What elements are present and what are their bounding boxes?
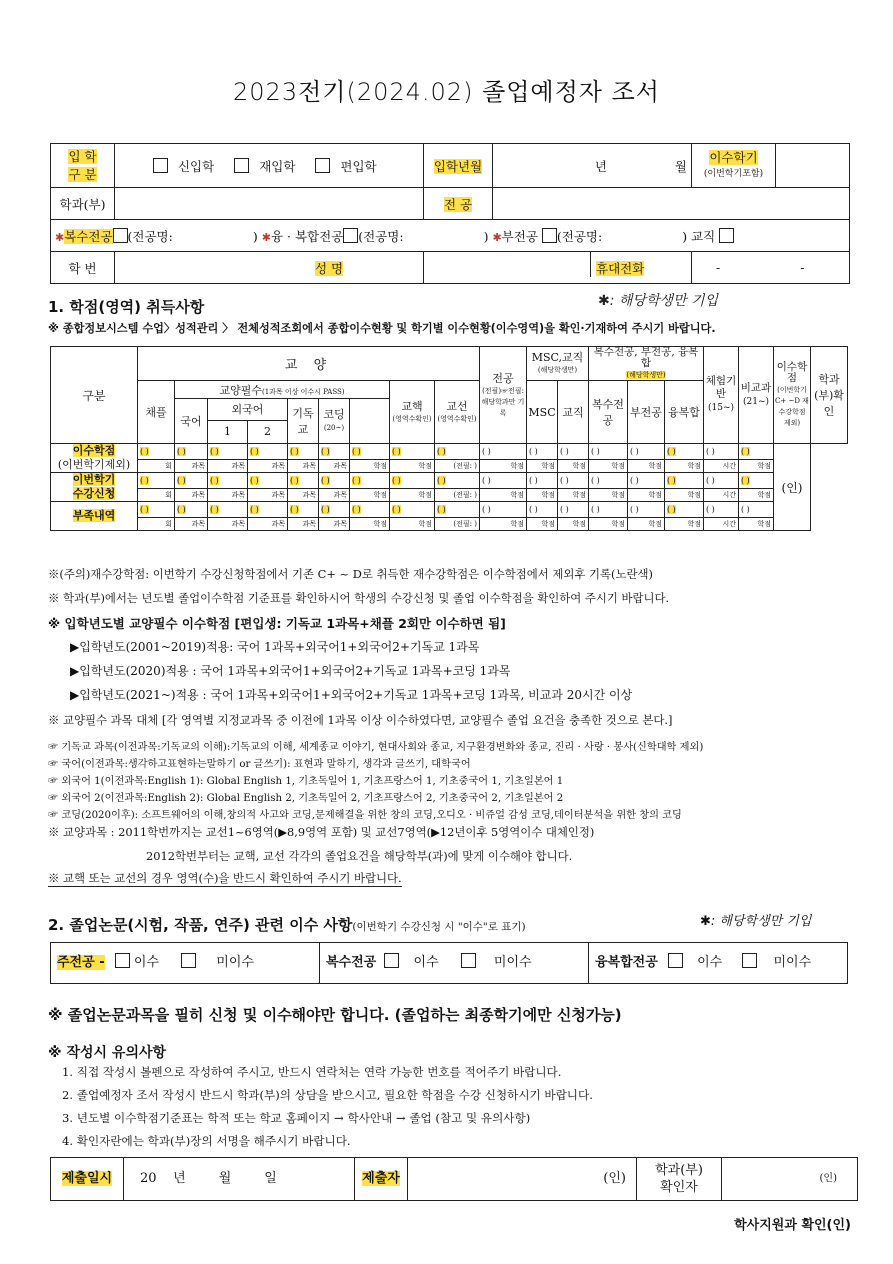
credit-unit-cell: 과목	[208, 460, 248, 473]
credit-unit-row	[51, 460, 848, 473]
credit-input-cell[interactable]: ( )	[480, 502, 527, 518]
credit-unit-cell: 회	[138, 489, 175, 502]
credit-unit-cell: 학점	[739, 489, 774, 502]
credit-row	[51, 502, 848, 518]
transfer-checkbox[interactable]	[315, 158, 330, 173]
credit-input-cell[interactable]: ( )	[628, 473, 665, 489]
credit-row	[51, 473, 848, 489]
main-done-checkbox[interactable]	[115, 953, 130, 968]
credit-input-cell[interactable]: ( )	[704, 473, 739, 489]
fusion-done-checkbox[interactable]	[668, 953, 683, 968]
credit-input-cell[interactable]: ( )	[704, 502, 739, 518]
credit-unit-cell: 과목	[319, 460, 350, 473]
credit-unit-cell: 학점	[558, 460, 589, 473]
credit-table	[50, 346, 848, 531]
caution-item: 4. 확인자란에는 학과(부)장의 서명을 해주시기 바랍니다.	[62, 1134, 351, 1148]
double-done-checkbox[interactable]	[384, 953, 399, 968]
credit-unit-cell: 학점	[589, 489, 628, 502]
caution-item: 2. 졸업예정자 조서 작성시 반드시 학과(부)의 상담을 받으시고, 필요한 학점을 수강 신청하시기 바랍니다.	[62, 1088, 593, 1102]
thesis-table	[50, 942, 848, 984]
credit-unit-cell: 학점	[350, 460, 390, 473]
credit-input-cell[interactable]: ( )	[558, 502, 589, 518]
credit-unit-cell: 학점	[390, 518, 435, 531]
credit-row	[51, 444, 848, 460]
phone-field[interactable]: - -	[692, 252, 850, 284]
credit-unit-cell: 학점	[480, 460, 527, 473]
credit-input-cell[interactable]: ( )	[288, 473, 319, 489]
credit-input-cell[interactable]: ( )	[665, 473, 704, 489]
main-notdone-checkbox[interactable]	[181, 953, 196, 968]
credit-unit-cell: 과목	[175, 489, 208, 502]
teaching-checkbox[interactable]	[719, 228, 734, 243]
confirm-header: 학과(부)확인	[811, 347, 848, 444]
caution-item: 3. 년도별 이수학점기준표는 학적 또는 학교 홈페이지 → 학사안내 → 졸업 (참고 및 유의사항)	[62, 1111, 531, 1125]
cautions-heading: ※ 작성시 유의사항	[48, 1045, 167, 1061]
credit-unit-cell: 학점	[350, 489, 390, 502]
credit-unit-cell: 학점	[628, 489, 665, 502]
credit-unit-cell: 학점	[665, 460, 704, 473]
office-confirm: 학사지원과 확인(인)	[734, 1218, 851, 1233]
double-notdone-checkbox[interactable]	[461, 953, 476, 968]
section2-heading: 2. 졸업논문(시험, 작품, 연주) 관련 이수 사항(이번학기 수강신청 시 "이수"로 표기)	[48, 916, 526, 934]
credit-row-label: 부족내역	[51, 502, 138, 531]
coding-header: 코딩 (20~)	[319, 399, 350, 444]
chapel-header: 채플	[138, 381, 175, 444]
credit-input-cell[interactable]: ( )	[665, 502, 704, 518]
credit-input-cell[interactable]: ( )	[288, 444, 319, 460]
liberal-note: ※ 교핵 또는 교선의 경우 영역(수)을 반드시 확인하여 주시기 바랍니다.	[48, 871, 402, 885]
completion-header: 이수학점 (이번학기 C+ ~D 재수강학점 제외)	[774, 347, 811, 444]
credit-input-cell[interactable]: ( )	[480, 444, 527, 460]
double-major-checkbox[interactable]	[113, 228, 128, 243]
experience-header: 체험기반 (15~)	[704, 347, 739, 444]
credit-unit-cell: (전필: )	[435, 489, 480, 502]
credit-unit-cell: 과목	[248, 489, 288, 502]
credit-input-cell[interactable]: ( )	[248, 473, 288, 489]
submit-date-label: 제출일시	[51, 1158, 124, 1200]
credit-unit-cell: 학점	[527, 489, 558, 502]
submitter-label: 제출자	[355, 1158, 408, 1200]
semesters-label: 이수학기 (이번학기포함)	[692, 144, 776, 188]
credit-unit-cell: 학점	[480, 518, 527, 531]
credit-input-cell[interactable]: ( )	[390, 444, 435, 460]
dept-seal-cell: (인)	[774, 444, 811, 531]
credit-unit-cell: 회	[138, 460, 175, 473]
multi-major-header: 복수전공, 부전공, 융복합 (해당학생만)	[589, 347, 704, 381]
section1-heading: 1. 학점(영역) 취득사항	[48, 298, 205, 316]
phone-label: 휴대전화	[596, 261, 645, 276]
credit-input-cell[interactable]: ( )	[435, 473, 480, 489]
credit-input-cell[interactable]: ( )	[589, 502, 628, 518]
student-info-form	[50, 143, 850, 284]
christian-header: 기독교	[288, 399, 319, 444]
readmission-checkbox[interactable]	[234, 158, 249, 173]
section1-instruction: ※ 종합정보시스템 수업〉성적관리 〉 전체성적조회에서 종합이수현황 및 학기별 이수현황(이수영역)을 확인·기재하여 주시기 바랍니다.	[48, 322, 716, 335]
korean-header: 국어	[175, 399, 208, 444]
admission-year-label: 입학년월	[424, 144, 493, 188]
admission-options[interactable]: 신입학 재입학 편입학	[115, 144, 424, 188]
credit-unit-cell: 과목	[248, 518, 288, 531]
name-field[interactable]	[424, 252, 692, 284]
student-id-label: 학 번	[51, 252, 115, 284]
student-id-field[interactable]	[115, 252, 424, 284]
section2-handwritten-note: ✱: 해당학생만 기입	[700, 914, 812, 929]
fusion-notdone-checkbox[interactable]	[742, 953, 757, 968]
credit-unit-cell: 학점	[739, 460, 774, 473]
credit-unit-cell: (전필: )	[435, 460, 480, 473]
credit-unit-cell: 학점	[390, 489, 435, 502]
credit-input-cell[interactable]: ( )	[319, 473, 350, 489]
credit-input-cell[interactable]: ( )	[175, 473, 208, 489]
credit-input-cell[interactable]: ( )	[589, 473, 628, 489]
credit-unit-cell: 과목	[175, 460, 208, 473]
credit-input-cell[interactable]: ( )	[390, 473, 435, 489]
credit-input-cell[interactable]: ( )	[138, 473, 175, 489]
credit-unit-cell: 학점	[527, 518, 558, 531]
dept-field[interactable]	[115, 188, 424, 220]
required-heading: ※ 입학년도별 교양필수 이수학점 [편입생: 기독교 1과목+채플 2회만 이수하면 됨]	[48, 616, 506, 631]
credit-unit-cell: 과목	[288, 518, 319, 531]
credit-unit-cell: 과목	[248, 460, 288, 473]
credit-input-cell[interactable]: ( )	[319, 502, 350, 518]
credit-unit-cell: 학점	[527, 460, 558, 473]
credit-unit-cell: 시간	[704, 489, 739, 502]
admission-type-label: 입 학 구 분	[51, 144, 115, 188]
credit-unit-cell: (전필: )	[435, 518, 480, 531]
credit-input-cell[interactable]: ( )	[589, 444, 628, 460]
foreign-header: 외국어 1 2	[208, 399, 288, 444]
dept-check-note: ※ 학과(부)에서는 년도별 졸업이수학점 기준표를 확인하시어 학생의 수강신청 및 졸업 이수학점을 확인하여 주시기 바랍니다.	[48, 591, 670, 605]
submission-box	[50, 1157, 858, 1201]
substitute-note: ※ 교양필수 과목 대체 [각 영역별 지정교과목 중 이전에 1과목 이상 이수하였다면, 교양필수 졸업 요건을 충족한 것으로 본다.]	[48, 713, 673, 727]
credit-input-cell[interactable]: ( )	[558, 473, 589, 489]
double-major-thesis: 복수전공 이수 미이수	[320, 943, 589, 983]
credit-input-cell[interactable]: ( )	[435, 502, 480, 518]
thesis-notice: ※ 졸업논문과목을 필히 신청 및 이수해야만 합니다. (졸업하는 최종학기에만 신청가능)	[48, 1006, 622, 1024]
credit-unit-row	[51, 518, 848, 531]
credit-input-cell[interactable]: ( )	[435, 444, 480, 460]
section1-handwritten-note: ✱: 해당학생만 기입	[598, 293, 719, 309]
credit-unit-cell: 학점	[480, 489, 527, 502]
new-admission-checkbox[interactable]	[153, 158, 168, 173]
credit-input-cell[interactable]: ( )	[558, 444, 589, 460]
credit-unit-cell: 과목	[288, 460, 319, 473]
liberal-header: 교 양	[138, 347, 480, 381]
substitute-item: ☞ 외국어 1(이전과목:English 1): Global English 1, 기초독일어 1, 기초프랑스어 1, 기초중국어 1, 기초일본어 1	[48, 776, 564, 787]
credit-unit-cell: 학점	[558, 489, 589, 502]
credit-unit-cell: 과목	[319, 518, 350, 531]
credit-unit-cell: 학점	[558, 518, 589, 531]
credit-unit-cell: 과목	[319, 489, 350, 502]
credit-input-cell[interactable]: ( )	[350, 444, 390, 460]
semesters-field[interactable]	[776, 144, 850, 188]
substitute-item: ☞ 코딩(2020이후): 소프트웨어의 이해,창의적 사고와 코딩,문제해결을 위한 창의 코딩,오디오 · 비쥬얼 감성 코딩,데이터분석을 위한 창의 코딩	[48, 810, 682, 821]
major-field[interactable]	[493, 188, 850, 220]
retake-note: ※(주의)재수강학점: 이번학기 수강신청학점에서 기존 C+ ~ D로 취득한 재수강학점은 이수학점에서 제외후 기록(노란색)	[48, 567, 653, 581]
credit-input-cell[interactable]: ( )	[350, 502, 390, 518]
fusion-major-thesis: 융복합전공 이수 미이수	[595, 955, 812, 970]
credit-input-cell[interactable]: ( )	[175, 444, 208, 460]
credit-unit-cell: 과목	[208, 489, 248, 502]
credit-unit-row	[51, 489, 848, 502]
core-header: 교핵 (영역수확인)	[390, 381, 435, 444]
credit-row-label: 이번학기 수강신청	[51, 473, 138, 502]
confirmer-label: 학과(부) 확인자	[637, 1158, 722, 1200]
credit-input-cell[interactable]: ( )	[208, 473, 248, 489]
credit-unit-cell: 시간	[704, 460, 739, 473]
confirmer-field[interactable]: (인)	[819, 1173, 837, 1184]
page-title: 2023전기(2024.02) 졸업예정자 조서	[233, 78, 660, 106]
credit-input-cell[interactable]: ( )	[350, 473, 390, 489]
credit-unit-cell: 시간	[704, 518, 739, 531]
credit-unit-cell: 학점	[589, 460, 628, 473]
caution-item: 1. 직접 작성시 볼펜으로 작성하여 주시고, 반드시 연락처는 연락 가능한 번호를 적어주기 바랍니다.	[62, 1065, 562, 1079]
credit-input-cell[interactable]: ( )	[739, 444, 774, 460]
admission-year-field[interactable]: 년 월	[493, 144, 692, 188]
credit-row-label: 이수학점 (이번학기제외)	[51, 444, 138, 473]
double-major-header: 복수전공	[589, 381, 628, 444]
nonsubject-header: 비교과 (21~)	[739, 347, 774, 444]
liberal-note: 2012학번부터는 교핵, 교선 각각의 졸업요건을 해당학부(과)에 맞게 이수해야 합니다.	[146, 849, 573, 863]
credit-input-cell[interactable]: ( )	[138, 444, 175, 460]
credit-unit-cell: 학점	[665, 518, 704, 531]
credit-unit-cell: 과목	[288, 489, 319, 502]
credit-input-cell[interactable]: ( )	[527, 473, 558, 489]
credit-input-cell[interactable]: ( )	[138, 502, 175, 518]
credit-input-cell[interactable]: ( )	[704, 444, 739, 460]
msc-sub-header: MSC	[527, 381, 558, 444]
major-header: 전공 (전필)☞전필:해당학과만 기록	[480, 347, 527, 444]
substitute-item: ☞ 기독교 과목(이전과목:기독교의 이해):기독교의 이해, 세계종교 이야기, 현대사회와 종교, 지구환경변화와 종교, 진리 · 사랑 · 봉사(신학대학 제외)	[48, 742, 704, 753]
credit-unit-cell: 과목	[208, 518, 248, 531]
credit-input-cell[interactable]: ( )	[628, 444, 665, 460]
credit-input-cell[interactable]: ( )	[175, 502, 208, 518]
credit-input-cell[interactable]: ( )	[739, 473, 774, 489]
liberal-note: ※ 교양과목 : 2011학번까지는 교선1~6영역(▶8,9영역 포함) 및 교선7영역(▶12년이후 5영역이수 대체인정)	[48, 825, 595, 839]
credit-input-cell[interactable]: ( )	[390, 502, 435, 518]
credit-input-cell[interactable]: ( )	[480, 473, 527, 489]
credit-unit-cell: 학점	[739, 518, 774, 531]
credit-unit-cell: 회	[138, 518, 175, 531]
dept-label: 학과(부)	[51, 188, 115, 220]
credit-input-cell[interactable]: ( )	[527, 444, 558, 460]
credit-input-cell[interactable]: ( )	[208, 502, 248, 518]
credit-input-cell[interactable]: ( )	[248, 502, 288, 518]
credit-unit-cell: 과목	[175, 518, 208, 531]
submit-date-field[interactable]: 20 년 월 일	[124, 1158, 355, 1200]
col-group-header: 구분	[51, 347, 138, 444]
credit-unit-cell: 학점	[628, 518, 665, 531]
year-rule: ▶입학년도(2021~)적용 : 국어 1과목+외국어1+외국어2+기독교 1과목+코딩 1과목, 비교과 20시간 이상	[70, 688, 633, 702]
credit-unit-cell: 학점	[350, 518, 390, 531]
credit-unit-cell: 학점	[589, 518, 628, 531]
credit-input-cell[interactable]: ( )	[288, 502, 319, 518]
msc-header: MSC,교직 (해당학생만)	[527, 347, 589, 381]
minor-header: 부전공	[628, 381, 665, 444]
credit-input-cell[interactable]: ( )	[628, 502, 665, 518]
major-label: 전 공	[424, 188, 493, 220]
year-rule: ▶입학년도(2020)적용 : 국어 1과목+외국어1+외국어2+기독교 1과목+코딩 1과목	[70, 664, 511, 678]
credit-input-cell[interactable]: ( )	[319, 444, 350, 460]
major-options-row: ✱복수전공 (전공명: ) ✱융 · 복합전공 (전공명: ) ✱부전공 (전공명: ) 교직	[51, 220, 850, 252]
credit-input-cell[interactable]: ( )	[665, 444, 704, 460]
fusion-major-checkbox[interactable]	[343, 228, 358, 243]
credit-input-cell[interactable]: ( )	[208, 444, 248, 460]
substitute-item: ☞ 외국어 2(이전과목:English 2): Global English 2, 기초독일어 2, 기초프랑스어 2, 기초중국어 2, 기초일본어 2	[48, 793, 564, 804]
elective-header: 교선 (영역수확인)	[435, 381, 480, 444]
required-header: 교양필수(1과목 이상 이수시 PASS)	[175, 381, 390, 399]
credit-input-cell[interactable]: ( )	[739, 502, 774, 518]
year-rule: ▶입학년도(2001~2019)적용: 국어 1과목+외국어1+외국어2+기독교 1과목	[70, 640, 480, 654]
fusion-header: 융복합	[665, 381, 704, 444]
credit-unit-cell: 학점	[665, 489, 704, 502]
main-major-thesis: 주전공 - 이수 미이수	[51, 943, 320, 983]
substitute-item: ☞ 국어(이전과목:생각하고표현하는말하기 or 글쓰기): 표현과 말하기, 생각과 글쓰기, 대학국어	[48, 759, 471, 770]
name-label: 성 명	[315, 261, 344, 276]
credit-input-cell[interactable]: ( )	[248, 444, 288, 460]
credit-unit-cell: 학점	[628, 460, 665, 473]
minor-checkbox[interactable]	[542, 228, 557, 243]
credit-unit-cell: 학점	[390, 460, 435, 473]
credit-input-cell[interactable]: ( )	[527, 502, 558, 518]
submitter-field[interactable]: (인)	[408, 1158, 637, 1200]
teaching-sub-header: 교직	[558, 381, 589, 444]
